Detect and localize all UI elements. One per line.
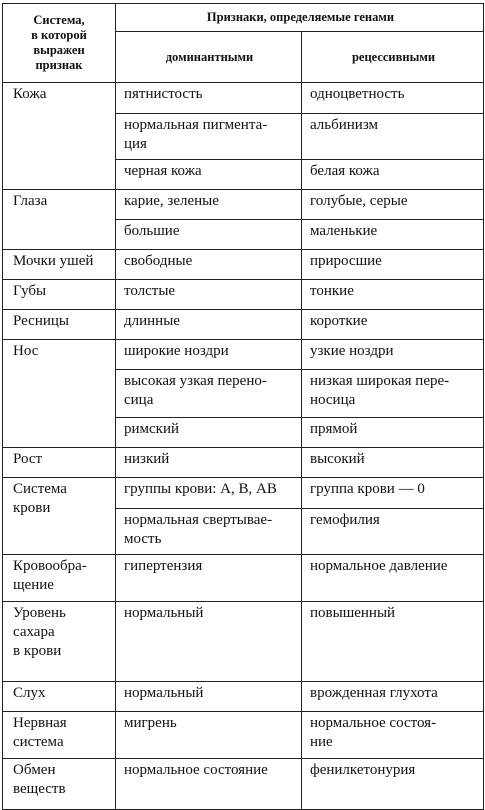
dominant-trait-cell: длинные	[116, 310, 302, 340]
dominant-trait-cell: группы крови: А, В, АВ	[116, 478, 302, 509]
dominant-trait-cell: большие	[116, 220, 302, 250]
system-cell: Уровень сахара в крови	[3, 602, 116, 682]
header-row-1	[3, 4, 484, 32]
recessive-column-header: рецессивными	[302, 32, 484, 83]
table-row	[3, 555, 484, 602]
dominant-trait-cell: широкие ноздри	[116, 340, 302, 370]
recessive-trait-cell: фенилкетонурия	[302, 759, 484, 810]
system-cell: Обмен веществ	[3, 759, 116, 810]
dominant-trait-cell: гипертензия	[116, 555, 302, 602]
dominant-trait-cell: нормальный	[116, 682, 302, 712]
dominant-trait-cell: нормальное состояние	[116, 759, 302, 810]
recessive-trait-cell: гемофилия	[302, 509, 484, 555]
table-row	[3, 280, 484, 310]
system-cell: Кровообра- щение	[3, 555, 116, 602]
recessive-trait-cell: тонкие	[302, 280, 484, 310]
system-cell: Губы	[3, 280, 116, 310]
table-row	[3, 190, 484, 220]
system-cell: Нервная система	[3, 712, 116, 759]
system-cell: Глаза	[3, 190, 116, 250]
recessive-trait-cell: короткие	[302, 310, 484, 340]
table-row	[3, 448, 484, 478]
table-row	[3, 602, 484, 682]
table-row	[3, 759, 484, 810]
dominant-trait-cell: низкий	[116, 448, 302, 478]
system-cell: Мочки ушей	[3, 250, 116, 280]
traits-table	[2, 3, 484, 810]
system-cell: Кожа	[3, 83, 116, 190]
table-row	[3, 478, 484, 509]
dominant-column-header: доминантными	[116, 32, 302, 83]
recessive-trait-cell: маленькие	[302, 220, 484, 250]
table-row	[3, 310, 484, 340]
recessive-trait-cell: повышенный	[302, 602, 484, 682]
system-cell: Ресницы	[3, 310, 116, 340]
dominant-trait-cell: толстые	[116, 280, 302, 310]
traits-column-header: Признаки, определяемые генами	[116, 4, 484, 32]
recessive-trait-cell: группа крови — 0	[302, 478, 484, 509]
recessive-trait-cell: белая кожа	[302, 160, 484, 190]
table-body	[3, 83, 484, 810]
recessive-trait-cell: врожденная глухота	[302, 682, 484, 712]
dominant-trait-cell: мигрень	[116, 712, 302, 759]
table-row	[3, 340, 484, 370]
dominant-trait-cell: нормальный	[116, 602, 302, 682]
genetics-traits-table-page	[2, 3, 483, 798]
recessive-trait-cell: нормальное давление	[302, 555, 484, 602]
recessive-trait-cell: альбинизм	[302, 114, 484, 160]
table-row	[3, 712, 484, 759]
recessive-trait-cell: одноцветность	[302, 83, 484, 114]
dominant-trait-cell: пятнистость	[116, 83, 302, 114]
dominant-trait-cell: нормальная свертывае- мость	[116, 509, 302, 555]
table-row	[3, 83, 484, 114]
recessive-trait-cell: низкая широкая пере- носица	[302, 370, 484, 418]
table-row	[3, 250, 484, 280]
system-cell: Нос	[3, 340, 116, 448]
dominant-trait-cell: нормальная пигмента- ция	[116, 114, 302, 160]
recessive-trait-cell: голубые, серые	[302, 190, 484, 220]
dominant-trait-cell: карие, зеленые	[116, 190, 302, 220]
system-column-header: Система, в которой выражен признак	[3, 4, 116, 83]
dominant-trait-cell: свободные	[116, 250, 302, 280]
recessive-trait-cell: узкие ноздри	[302, 340, 484, 370]
dominant-trait-cell: высокая узкая перено- сица	[116, 370, 302, 418]
dominant-trait-cell: черная кожа	[116, 160, 302, 190]
dominant-trait-cell: римский	[116, 418, 302, 448]
system-cell: Слух	[3, 682, 116, 712]
system-cell: Система крови	[3, 478, 116, 555]
table-row	[3, 682, 484, 712]
recessive-trait-cell: приросшие	[302, 250, 484, 280]
recessive-trait-cell: прямой	[302, 418, 484, 448]
recessive-trait-cell: высокий	[302, 448, 484, 478]
system-cell: Рост	[3, 448, 116, 478]
recessive-trait-cell: нормальное состоя- ние	[302, 712, 484, 759]
